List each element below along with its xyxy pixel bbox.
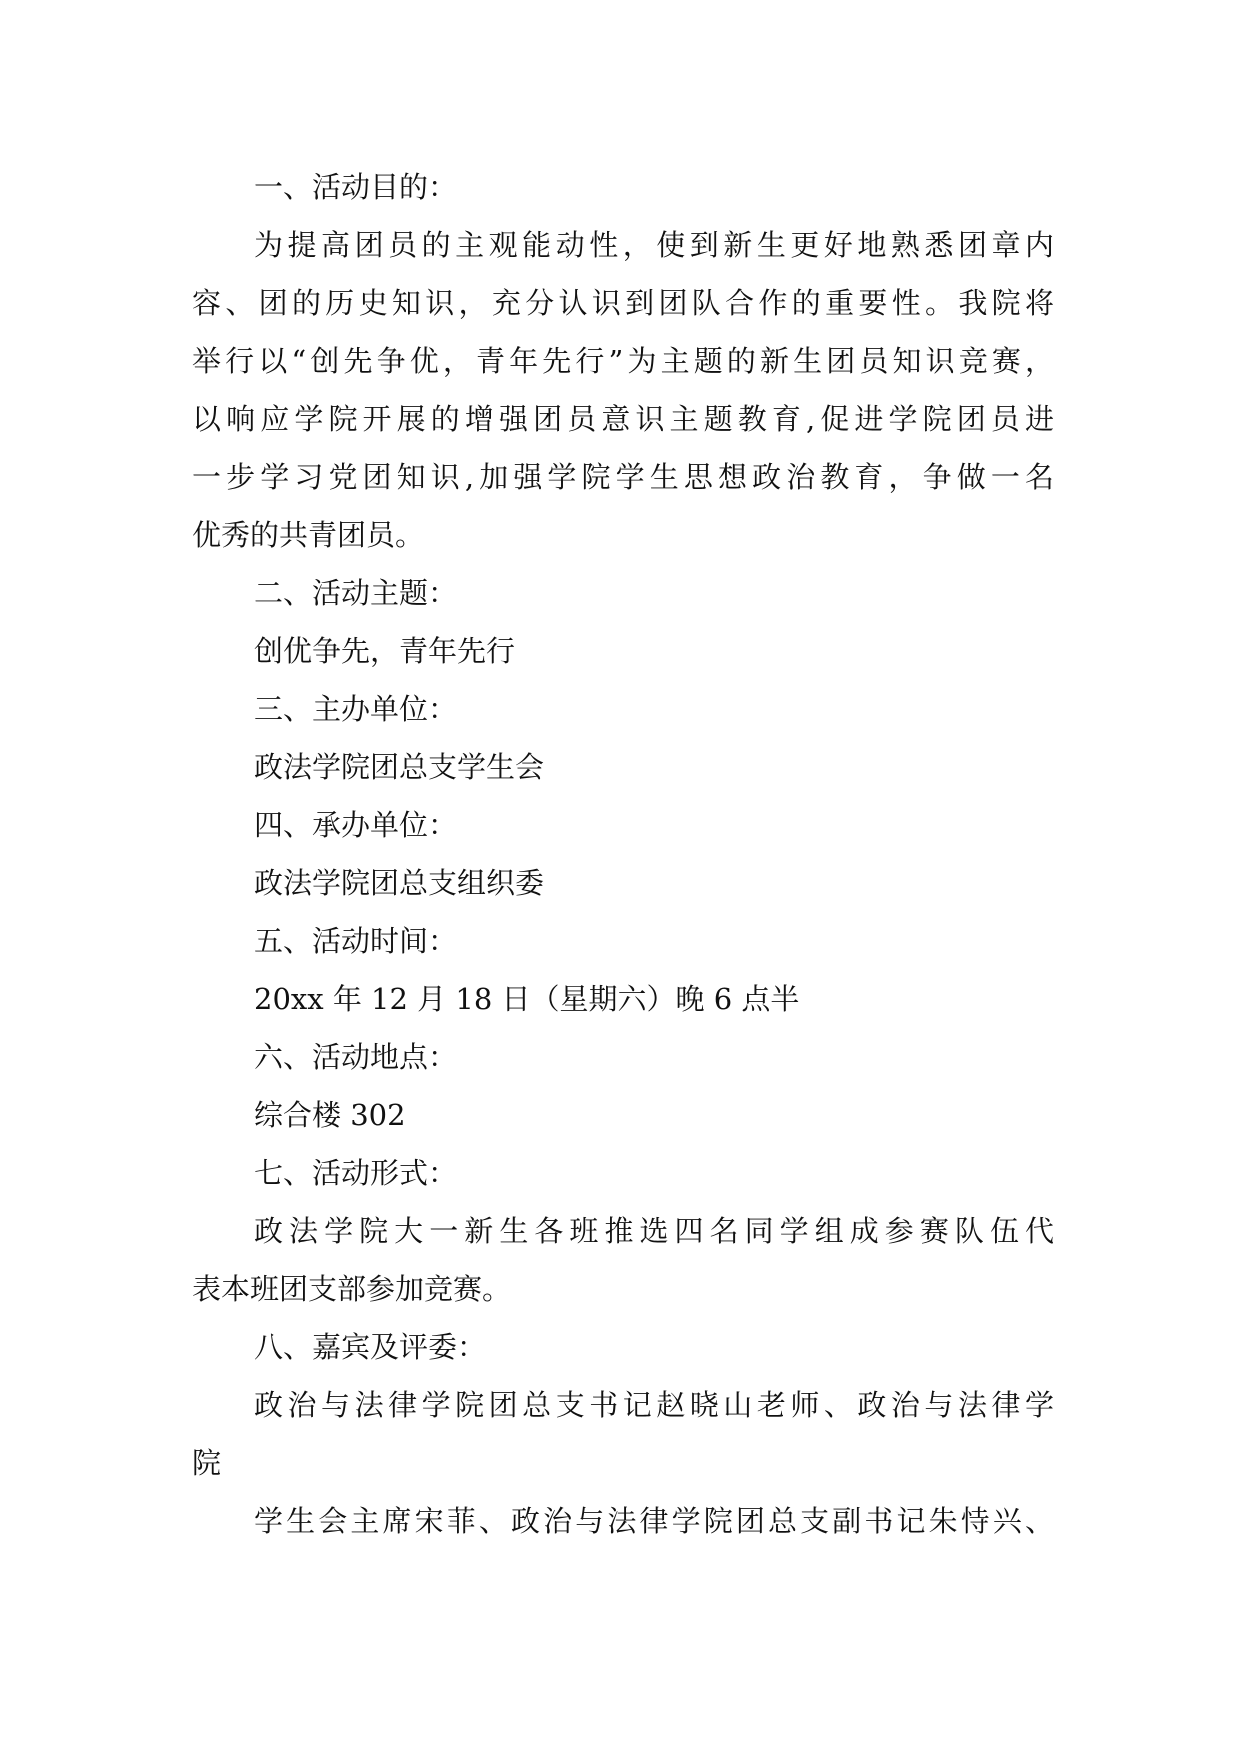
organizer-text: 政法学院团总支组织委 — [254, 866, 545, 900]
document-body — [192, 158, 1054, 1550]
section-heading-organizer: 四、承办单位： — [254, 808, 458, 842]
paragraph-line: 一步学习党团知识,加强学院学生思想政治教育，争做一名 — [192, 460, 1054, 494]
paragraph-line: 容、团的历史知识，充分认识到团队合作的重要性。我院将 — [192, 286, 1054, 320]
host-text: 政法学院团总支学生会 — [254, 750, 545, 784]
paragraph-line: 举行以“创先争优，青年先行”为主题的新生团员知识竞赛， — [192, 344, 1054, 378]
section-heading-format: 七、活动形式： — [254, 1156, 458, 1190]
section-heading-host: 三、主办单位： — [254, 692, 458, 726]
paragraph-line: 政法学院大一新生各班推选四名同学组成参赛队伍代 — [254, 1214, 1054, 1248]
paragraph-line: 以响应学院开展的增强团员意识主题教育,促进学院团员进 — [192, 402, 1054, 436]
paragraph-line: 政治与法律学院团总支书记赵晓山老师、政治与法律学 — [254, 1388, 1054, 1422]
paragraph-line: 院 — [192, 1446, 222, 1480]
section-heading-purpose: 一、活动目的： — [254, 170, 458, 204]
section-heading-guests: 八、嘉宾及评委： — [254, 1330, 487, 1364]
section-heading-location: 六、活动地点： — [254, 1040, 458, 1074]
location-text: 综合楼 302 — [254, 1098, 406, 1132]
paragraph-line: 优秀的共青团员。 — [192, 518, 425, 552]
paragraph-line: 表本班团支部参加竞赛。 — [192, 1272, 512, 1306]
time-text: 20xx 年 12 月 18 日（星期六）晚 6 点半 — [254, 982, 800, 1016]
paragraph-line: 学生会主席宋菲、政治与法律学院团总支副书记朱恃兴、 — [254, 1504, 1054, 1538]
section-heading-theme: 二、活动主题： — [254, 576, 458, 610]
theme-text: 创优争先，青年先行 — [254, 634, 516, 668]
paragraph-line: 为提高团员的主观能动性，使到新生更好地熟悉团章内 — [254, 228, 1054, 262]
section-heading-time: 五、活动时间： — [254, 924, 458, 958]
